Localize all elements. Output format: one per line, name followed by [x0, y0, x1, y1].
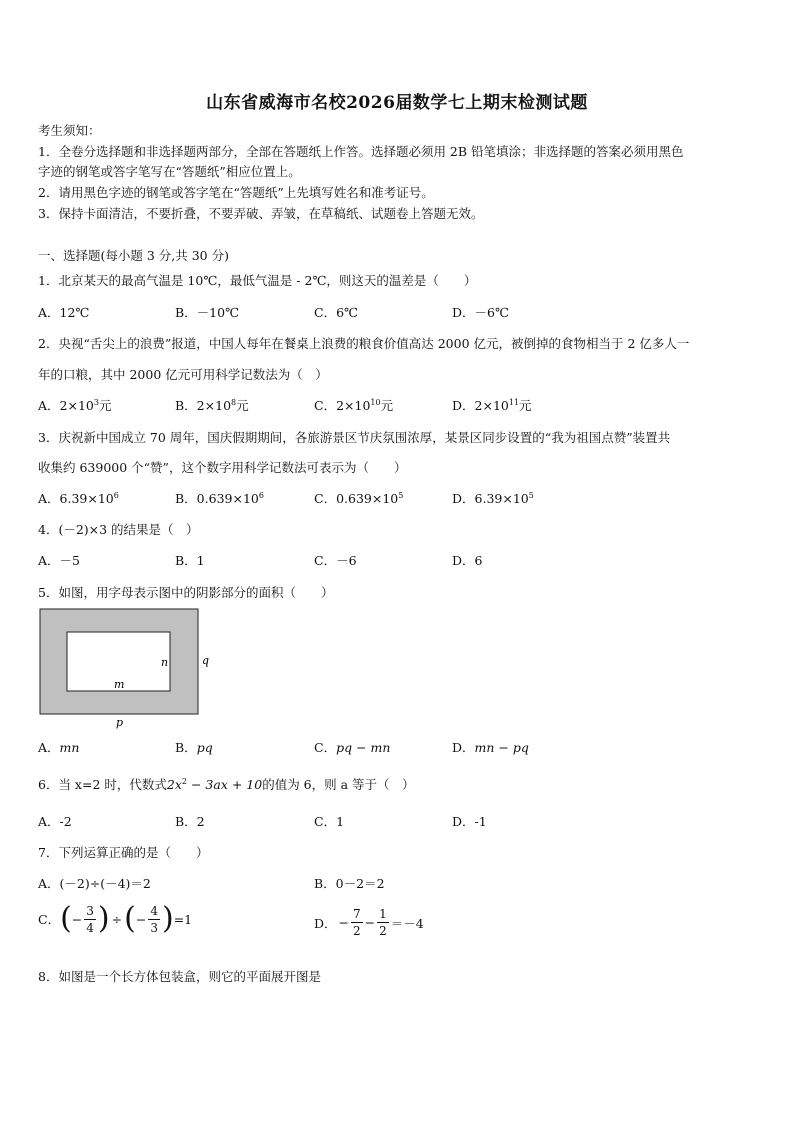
- q3-option-a[interactable]: A．$6.39\times 10^6$: [38, 491, 119, 506]
- question-5-figure: [38, 606, 218, 732]
- label-p: p: [116, 716, 124, 729]
- label-q: q: [202, 654, 210, 667]
- q5-option-a[interactable]: A．mn: [38, 740, 80, 755]
- q6-option-b[interactable]: B．2: [175, 814, 205, 829]
- q3-option-d[interactable]: D．$6.39\times 10^5$: [452, 491, 534, 506]
- q3-option-b[interactable]: B．$0.639\times 10^6$: [175, 491, 264, 506]
- q1-option-c[interactable]: C．6℃: [314, 305, 359, 320]
- fraction: $\frac{7}{2}$: [353, 907, 361, 938]
- left-paren: (: [60, 901, 72, 936]
- q6-option-a[interactable]: A．-2: [38, 814, 72, 829]
- q3-option-c[interactable]: C．$0.639\times 10^5$: [314, 491, 404, 506]
- q1-option-d[interactable]: D．－6℃: [452, 305, 509, 320]
- q1-option-b[interactable]: B．－10℃: [175, 305, 240, 320]
- fraction: $\frac{3}{4}$: [86, 903, 94, 935]
- fraction: $\frac{4}{3}$: [150, 903, 158, 935]
- notice-item-3: 3．保持卡面清洁，不要折叠，不要弄破、弄皱，在草稿纸、试题卷上答题无效。: [38, 206, 484, 221]
- option-label: D．: [314, 915, 337, 931]
- question-3-stem-line-1: 3．庆祝新中国成立 70 周年，国庆假期期间，各旅游景区节庆氛围浓厚，某景区同步设置的“我为祖国点赞”装置共: [38, 430, 671, 445]
- question-7-stem: 7．下列运算正确的是（ ）: [38, 845, 209, 860]
- right-paren: ): [97, 901, 110, 936]
- right-paren: ): [161, 901, 174, 936]
- q2-option-d[interactable]: D．$2\times 10^{11}$元: [452, 398, 532, 413]
- q4-option-b[interactable]: B．1: [175, 553, 205, 568]
- question-3-stem-line-2: 收集约 639000 个“赞”，这个数字用科学记数法可表示为（ ）: [38, 460, 407, 475]
- q2-option-c[interactable]: C．$2\times 10^{10}$元: [314, 398, 394, 413]
- fraction: $\frac{1}{2}$: [379, 907, 387, 938]
- q7-option-d[interactable]: D． − $\frac{7}{2}$ − $\frac{1}{2}$ ＝－4: [314, 907, 424, 938]
- notice-item-1-line-2: 字迹的钢笔或答字笔写在“答题纸”相应位置上。: [38, 164, 301, 179]
- question-2-stem-line-2: 年的口粮，其中 2000 亿元可用科学记数法为（ ）: [38, 367, 328, 382]
- label-n: n: [161, 656, 169, 669]
- question-6-stem: 6．当 x=2 时，代数式$2x^2 - 3ax + 10$的值为 6，则 a 等于（ ）: [38, 777, 415, 792]
- question-1-stem: 1．北京某天的最高气温是 10℃，最低气温是 - 2℃，则这天的温差是（ ）: [38, 273, 477, 288]
- q4-option-d[interactable]: D．6: [452, 553, 483, 568]
- q4-option-a[interactable]: A．－5: [38, 553, 80, 568]
- q7-option-a[interactable]: A．(－2)÷(－4)＝2: [38, 876, 151, 891]
- q4-option-c[interactable]: C．－6: [314, 553, 357, 568]
- question-8-stem: 8．如图是一个长方体包装盒，则它的平面展开图是: [38, 969, 321, 984]
- q6-option-c[interactable]: C．1: [314, 814, 345, 829]
- question-2-stem-line-1: 2．央视“舌尖上的浪费”报道，中国人每年在餐桌上浪费的粮食价值高达 2000 亿元，被倒掉的食物相当于 2 亿多人一: [38, 336, 690, 351]
- q5-option-c[interactable]: C．pq − mn: [314, 740, 391, 755]
- q7-option-b[interactable]: B．0－2＝2: [314, 876, 385, 891]
- notice-item-1-line-1: 1．全卷分选择题和非选择题两部分，全部在答题纸上作答。选择题必须用 2B 铅笔填涂；非选择题的答案必须用黑色: [38, 144, 684, 159]
- question-4-stem: 4．(－2)×3 的结果是（ ）: [38, 522, 199, 537]
- notice-heading: 考生须知：: [38, 123, 101, 138]
- q6-option-d[interactable]: D．-1: [452, 814, 487, 829]
- q2-option-a[interactable]: A．$2\times 10^3$元: [38, 398, 112, 413]
- section-heading: 一、选择题(每小题 3 分,共 30 分): [38, 248, 229, 263]
- q1-option-a[interactable]: A．12℃: [38, 305, 90, 320]
- notice-item-2: 2．请用黑色字迹的钢笔或答字笔在“答题纸”上先填写姓名和准考证号。: [38, 185, 434, 200]
- page-title: 山东省威海市名校2026届数学七上期末检测试题: [206, 93, 588, 113]
- option-label: C．: [38, 912, 61, 927]
- label-m: m: [114, 678, 125, 691]
- q2-option-b[interactable]: B．$2\times 10^8$元: [175, 398, 249, 413]
- left-paren: (: [124, 901, 136, 936]
- question-5-stem: 5．如图，用字母表示图中的阴影部分的面积（ ）: [38, 585, 334, 600]
- q7-option-c[interactable]: C． ( − $\frac{3}{4}$ ) ÷ ( − $\frac{4}{3}$ ) =1: [38, 901, 193, 936]
- q5-option-d[interactable]: D．mn − pq: [452, 740, 529, 755]
- q5-option-b[interactable]: B．pq: [175, 740, 213, 755]
